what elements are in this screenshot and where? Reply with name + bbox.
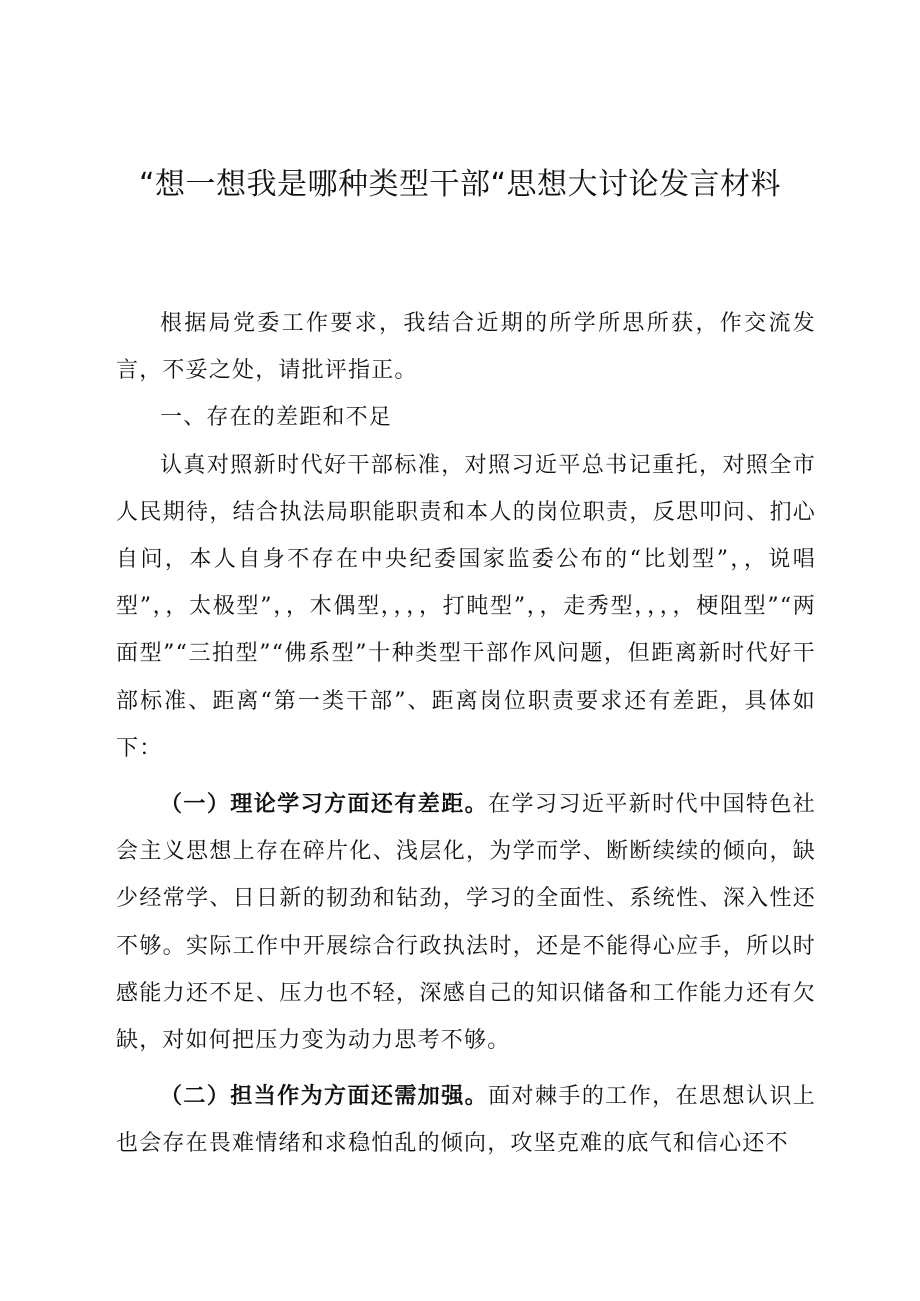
- point-one-lead: （一）理论学习方面还有差距。: [160, 791, 489, 818]
- point-one-body: 在学习习近平新时代中国特色社会主义思想上存在碎片化、浅层化，为学而学、断断续续的倾向，缺少经常学、日日新的韧劲和钻劲，学习的全面性、系统性、深入性还不够。实际工作中开展综合行政执法时，还是不能得心应手，所以时感能力还不足、压力也不轻，深感自己的知识储备和工作能力还有欠缺，对如何把压力变为动力思考不够。: [116, 792, 816, 1054]
- point-two-lead: （二）担当作为方面还需加强。: [160, 1083, 489, 1110]
- document-body: [116, 300, 816, 1168]
- intro-paragraph: 根据局党委工作要求，我结合近期的所学所思所获，作交流发言，不妥之处，请批评指正。: [116, 311, 816, 384]
- section-paragraph: 认真对照新时代好干部标准，对照习近平总书记重托，对照全市人民期待，结合执法局职能职责和本人的岗位职责，反思叩问、扪心自问，本人自身不存在中央纪委国家监委公布的“比划型”，，说唱型”，，太极型”，，木偶型，，，，打盹型”，，走秀型，，，，梗阻型”“两面型”“三拍型”“佛系型”十种类型干部作风问题，但距离新时代好干部标准、距离“第一类干部”、距离岗位职责要求还有差距，具体如下：: [116, 452, 816, 761]
- point-two-paragraph: [116, 1073, 816, 1167]
- point-one-paragraph: [116, 781, 816, 1064]
- document-title: “想一想我是哪种类型干部“思想大讨论发言材料: [138, 167, 782, 202]
- section-heading: 一、存在的差距和不足: [160, 405, 393, 431]
- point-two-body: 面对棘手的工作，在思想认识上也会存在畏难情绪和求稳怕乱的倾向，攻坚克难的底气和信心还不: [116, 1084, 816, 1157]
